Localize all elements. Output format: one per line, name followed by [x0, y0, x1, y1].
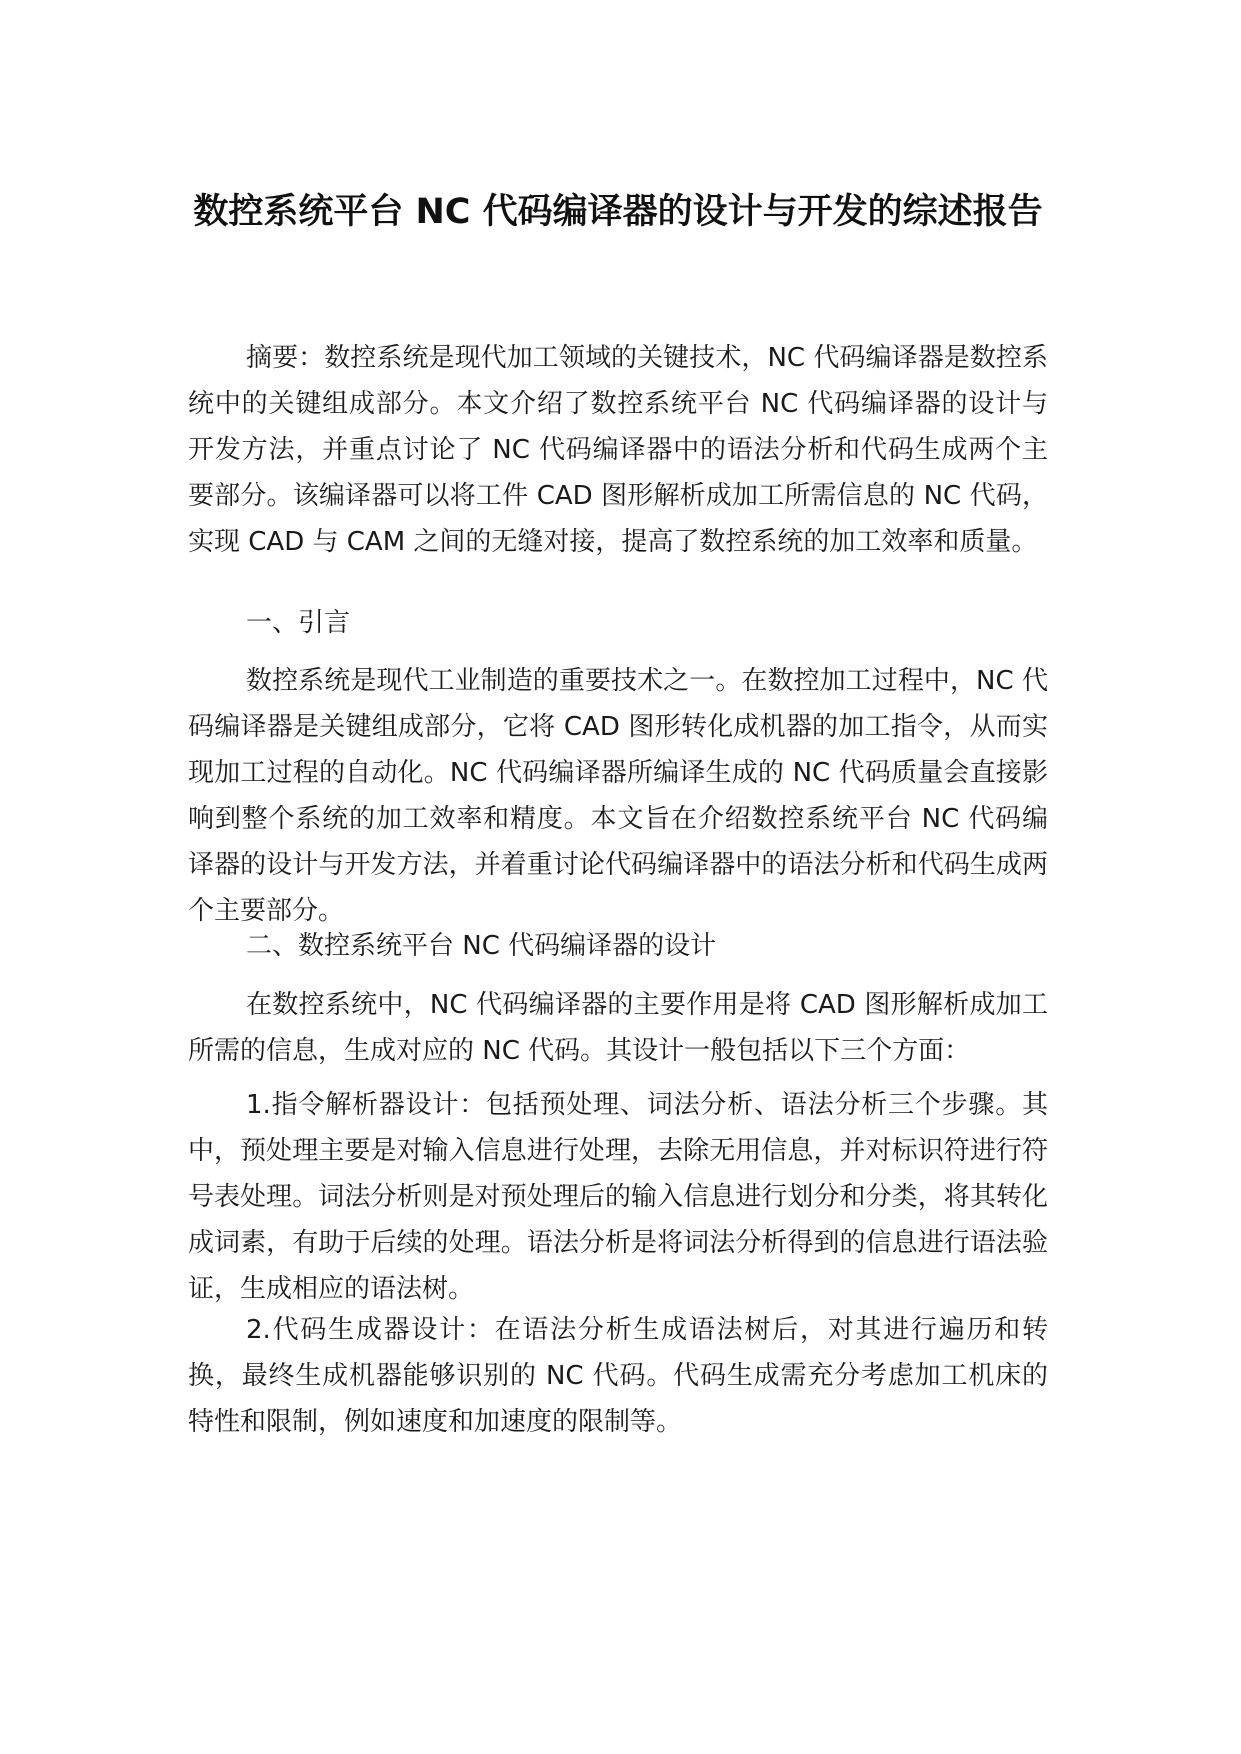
- abstract-paragraph: 摘要：数控系统是现代加工领域的关键技术，NC 代码编译器是数控系统中的关键组成部分。本文介绍了数控系统平台 NC 代码编译器的设计与开发方法，并重点讨论了 NC 代码编译器中的语法分析和代码生成两个主要部分。该编译器可以将工件 CAD 图形解析成加工所需信息的 NC 代码，实现 CAD 与 CAM 之间的无缝对接，提高了数控系统的加工效率和质量。: [188, 343, 1048, 557]
- document-title: 数控系统平台 NC 代码编译器的设计与开发的综述报告: [193, 192, 1043, 232]
- design-paragraph: 在数控系统中，NC 代码编译器的主要作用是将 CAD 图形解析成加工所需的信息，生成对应的 NC 代码。其设计一般包括以下三个方面：: [188, 990, 1048, 1066]
- list-item-code-generator: 2.代码生成器设计：在语法分析生成语法树后，对其进行遍历和转换，最终生成机器能够识别的 NC 代码。代码生成需充分考虑加工机床的特性和限制，例如速度和加速度的限制等。: [188, 1315, 1048, 1437]
- section-heading-design: 二、数控系统平台 NC 代码编译器的设计: [246, 931, 717, 961]
- list-item-instruction-parser: 1.指令解析器设计：包括预处理、词法分析、语法分析三个步骤。其中，预处理主要是对输入信息进行处理，去除无用信息，并对标识符进行符号表处理。词法分析则是对预处理后的输入信息进行划分和分类，将其转化成词素，有助于后续的处理。语法分析是将词法分析得到的信息进行语法验证，生成相应的语法树。: [188, 1090, 1048, 1304]
- introduction-paragraph: 数控系统是现代工业制造的重要技术之一。在数控加工过程中，NC 代码编译器是关键组成部分，它将 CAD 图形转化成机器的加工指令，从而实现加工过程的自动化。NC 代码编译器所编译生成的 NC 代码质量会直接影响到整个系统的加工效率和精度。本文旨在介绍数控系统平台 NC 代码编译器的设计与开发方法，并着重讨论代码编译器中的语法分析和代码生成两个主要部分。: [188, 666, 1048, 926]
- section-heading-introduction: 一、引言: [246, 608, 351, 638]
